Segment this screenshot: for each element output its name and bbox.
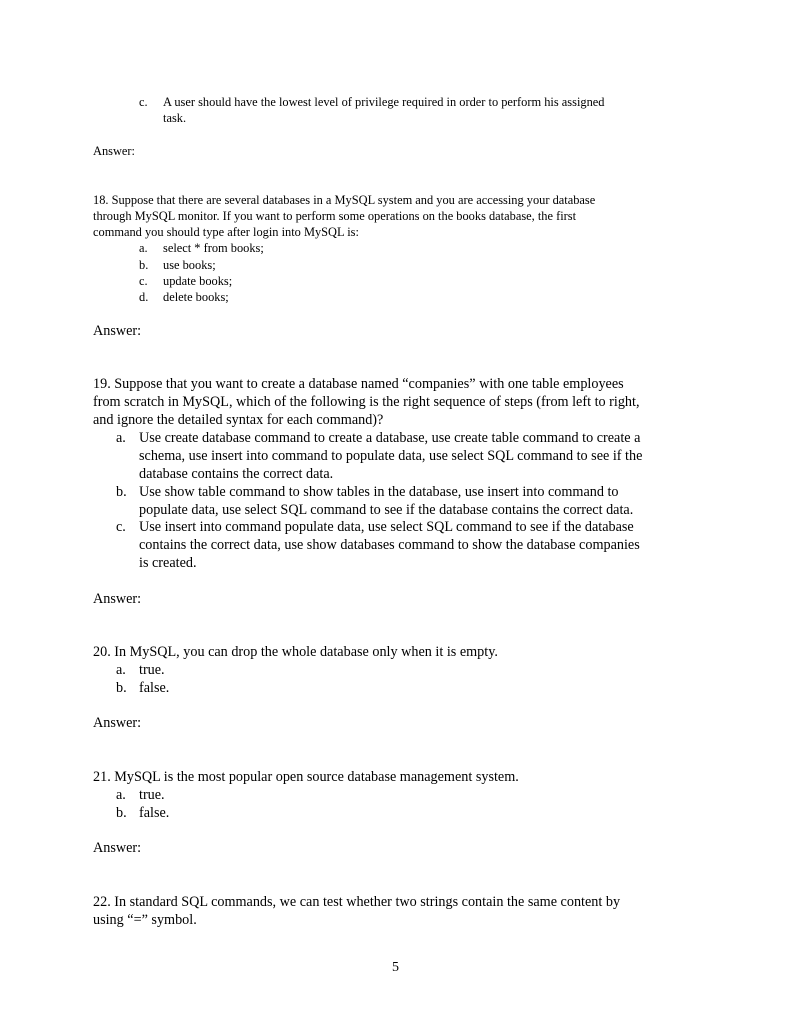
option-text: true. bbox=[139, 662, 165, 678]
option-marker: a. bbox=[116, 662, 126, 678]
option-text: database contains the correct data. bbox=[139, 466, 334, 482]
question-text: through MySQL monitor. If you want to perform some operations on the books database, the first bbox=[93, 209, 577, 223]
answer-label: Answer: bbox=[93, 715, 142, 731]
option-marker: d. bbox=[139, 290, 149, 304]
option-text: select * from books; bbox=[163, 241, 264, 255]
page-number: 5 bbox=[392, 960, 399, 975]
question-text: 21. MySQL is the most popular open source database management system. bbox=[93, 769, 519, 785]
option-marker: b. bbox=[116, 484, 127, 500]
question-text: 22. In standard SQL commands, we can test whether two strings contain the same content by bbox=[93, 894, 621, 910]
question-text: from scratch in MySQL, which of the following is the right sequence of steps (from left to right, bbox=[93, 394, 640, 410]
option-marker: c. bbox=[139, 274, 148, 288]
option-marker: b. bbox=[116, 805, 127, 821]
option-text: Use insert into command populate data, use select SQL command to see if the database bbox=[139, 519, 634, 535]
option-text: schema, use insert into command to populate data, use select SQL command to see if the bbox=[139, 448, 643, 464]
question-text: and ignore the detailed syntax for each command)? bbox=[93, 412, 384, 428]
option-text: populate data, use select SQL command to see if the database contains the correct data. bbox=[139, 502, 634, 518]
option-marker: b. bbox=[139, 258, 149, 272]
option-text: contains the correct data, use show databases command to show the database companies bbox=[139, 537, 640, 553]
option-text: false. bbox=[139, 680, 170, 696]
option-marker: a. bbox=[116, 430, 126, 446]
option-text: Use create database command to create a database, use create table command to create a bbox=[139, 430, 641, 446]
answer-label: Answer: bbox=[93, 323, 142, 339]
option-text: A user should have the lowest level of privilege required in order to perform his assigned bbox=[163, 95, 605, 109]
option-text: task. bbox=[163, 111, 187, 125]
question-text: 19. Suppose that you want to create a database named “companies” with one table employees bbox=[93, 376, 624, 392]
answer-label: Answer: bbox=[93, 840, 142, 856]
option-text: false. bbox=[139, 805, 170, 821]
option-text: delete books; bbox=[163, 290, 229, 304]
option-marker: a. bbox=[139, 241, 148, 255]
question-text: using “=” symbol. bbox=[93, 912, 197, 928]
answer-label: Answer: bbox=[93, 144, 135, 158]
option-text: update books; bbox=[163, 274, 233, 288]
option-text: true. bbox=[139, 787, 165, 803]
question-text: 18. Suppose that there are several databases in a MySQL system and you are accessing your database bbox=[93, 193, 596, 207]
option-text: is created. bbox=[139, 555, 197, 571]
option-marker: a. bbox=[116, 787, 126, 803]
answer-label: Answer: bbox=[93, 591, 142, 607]
option-marker: b. bbox=[116, 680, 127, 696]
option-marker: c. bbox=[116, 519, 126, 535]
option-marker: c. bbox=[139, 95, 148, 109]
question-text: command you should type after login into MySQL is: bbox=[93, 225, 359, 239]
option-text: use books; bbox=[163, 258, 216, 272]
option-text: Use show table command to show tables in the database, use insert into command to bbox=[139, 484, 619, 500]
question-text: 20. In MySQL, you can drop the whole database only when it is empty. bbox=[93, 644, 498, 660]
